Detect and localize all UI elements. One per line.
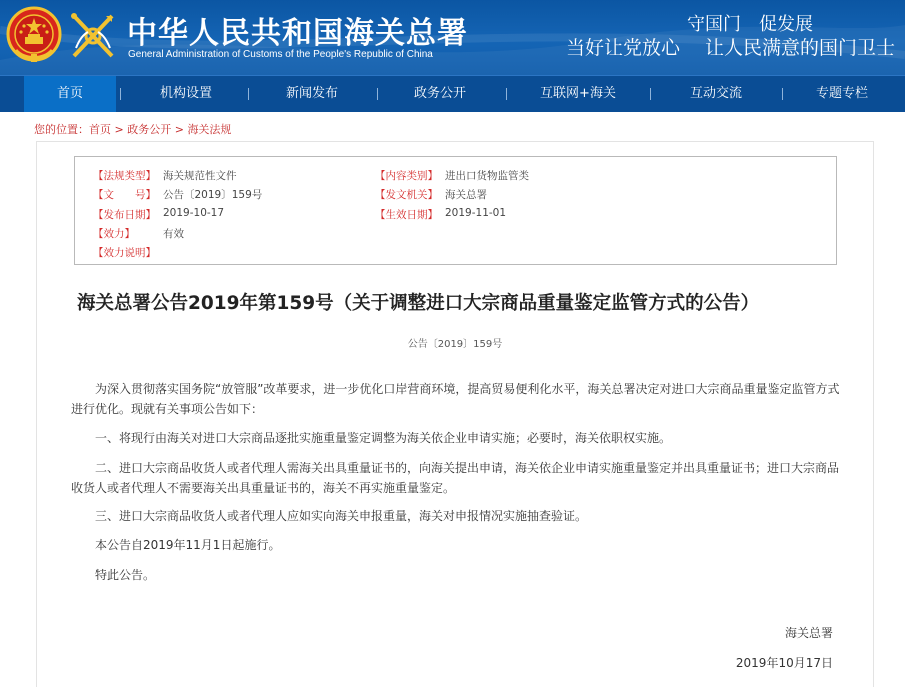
site-title-english: General Administration of Customs of the People's Republic of China [128, 49, 433, 60]
document-title: 海关总署公告2019年第159号（关于调整进口大宗商品重量鉴定监管方式的公告） [77, 293, 760, 314]
meta-category-value: 进出口货物监管类 [445, 170, 529, 182]
article-content [36, 141, 874, 687]
document-paragraph: 特此公告。 [95, 568, 156, 582]
meta-type-value: 海关规范性文件 [163, 170, 237, 182]
meta-category-label: 【内容类别】 [375, 170, 438, 182]
nav-item-internet-customs[interactable]: 互联网+海关 [540, 86, 616, 101]
nav-divider [377, 88, 378, 100]
meta-issuer-label: 【发文机关】 [375, 189, 438, 201]
document-paragraph: 本公告自2019年11月1日起施行。 [95, 538, 281, 552]
meta-effect-note-label: 【效力说明】 [93, 247, 156, 259]
nav-divider [650, 88, 651, 100]
meta-pubdate-label: 【发布日期】 [93, 209, 156, 221]
meta-effect-value: 有效 [163, 228, 184, 240]
customs-emblem-icon [66, 8, 120, 64]
slogan-line-2: 当好让党放心 让人民满意的国门卫士 [565, 37, 895, 59]
meta-effdate-value: 2019-11-01 [445, 207, 507, 219]
meta-docno-value: 公告〔2019〕159号 [163, 189, 263, 201]
document-paragraph: 一、将现行由海关对进口大宗商品逐批实施重量鉴定调整为海关依企业申请实施；必要时，海关依职权实施。 [95, 431, 672, 445]
nav-divider [248, 88, 249, 100]
breadcrumb-separator: > [111, 123, 128, 136]
breadcrumb-home[interactable]: 首页 [89, 123, 111, 136]
slogan-line-1: 守国门 促发展 [687, 14, 813, 35]
main-navigation [0, 75, 905, 112]
meta-pubdate-value: 2019-10-17 [163, 207, 225, 219]
document-paragraph: 二、进口大宗商品收货人或者代理人需海关出具重量证书的，向海关提出申请，海关依企业申请实施重量鉴定并出具重量证书；进口大宗商品收货人或者代理人不需要海关出具重量证书的，海关不再实施重量鉴定。 [71, 461, 840, 495]
nav-item-organization[interactable]: 机构设置 [159, 86, 212, 101]
nav-divider [782, 88, 783, 100]
nav-item-government-affairs[interactable]: 政务公开 [413, 86, 466, 101]
nav-item-home[interactable]: 首页 [24, 76, 116, 112]
document-paragraph: 三、进口大宗商品收货人或者代理人应如实向海关申报重量，海关对申报情况实施抽查验证。 [95, 509, 588, 523]
breadcrumb-separator: > [171, 123, 188, 136]
breadcrumb [34, 121, 231, 137]
document-signer: 海关总署 [784, 626, 833, 640]
meta-type-label: 【法规类型】 [93, 170, 156, 182]
nav-item-interaction[interactable]: 互动交流 [689, 86, 742, 101]
national-emblem-icon [6, 6, 62, 64]
nav-item-news[interactable]: 新闻发布 [285, 86, 338, 101]
meta-effect-label: 【效力】 [93, 228, 135, 240]
site-header [0, 0, 905, 75]
document-paragraph: 为深入贯彻落实国务院“放管服”改革要求，进一步优化口岸营商环境，提高贸易便利化水平，海关总署决定对进口大宗商品重量鉴定监管方式进行优化。现就有关事项公告如下： [71, 382, 840, 416]
meta-effdate-label: 【生效日期】 [375, 209, 438, 221]
meta-docno-label: 【文 号】 [93, 189, 156, 201]
site-title[interactable]: 中华人民共和国海关总署 [127, 16, 468, 51]
meta-issuer-value: 海关总署 [445, 189, 487, 201]
nav-divider [506, 88, 507, 100]
nav-divider [120, 88, 121, 100]
document-number: 公告〔2019〕159号 [407, 339, 503, 350]
breadcrumb-customs-regulations[interactable]: 海关法规 [187, 123, 232, 136]
regulation-metadata-box [74, 156, 837, 265]
breadcrumb-prefix: 您的位置： [34, 123, 89, 136]
nav-item-special-topics[interactable]: 专题专栏 [815, 86, 868, 101]
breadcrumb-government-affairs[interactable]: 政务公开 [127, 123, 172, 136]
document-sign-date: 2019年10月17日 [735, 656, 833, 670]
